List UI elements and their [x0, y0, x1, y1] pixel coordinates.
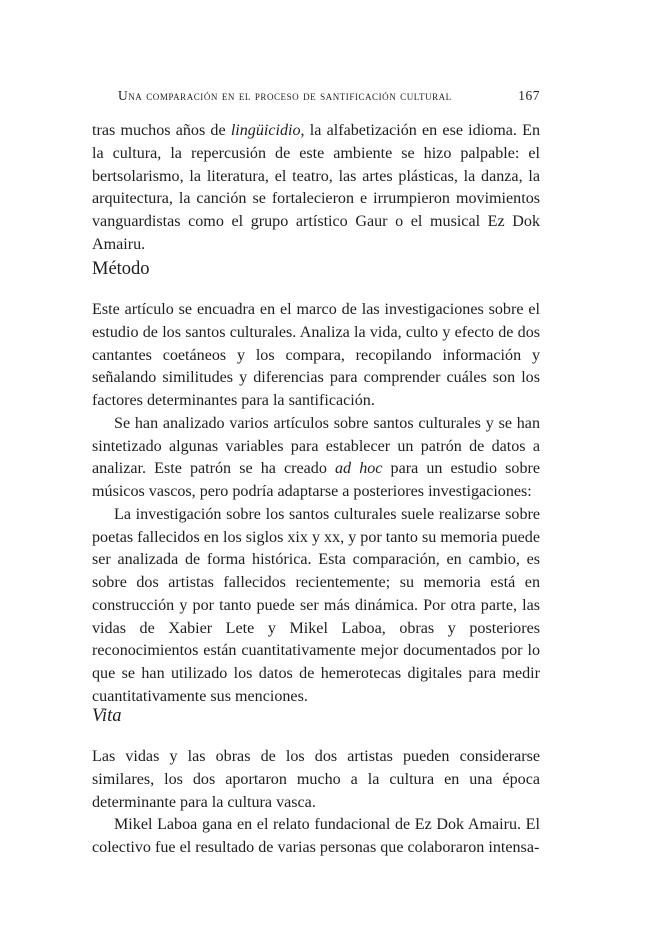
paragraph-text: tras muchos años de — [92, 122, 231, 139]
paragraph: Mikel Laboa gana en el relato fundacional de Ez Dok Amairu. El colectivo fue el resultado de varias personas que colaboraron intensa- — [92, 816, 540, 856]
intro-section — [92, 120, 540, 257]
vita-section — [92, 746, 540, 860]
section-heading-metodo: Método — [92, 259, 150, 279]
italic-term: ad hoc — [335, 460, 383, 478]
metodo-section — [92, 299, 540, 709]
page-number: 167 — [518, 88, 540, 103]
paragraph: Este artículo se encuadra en el marco de las investigaciones sobre el estudio de los santos culturales. Analiza la vida, culto y efecto de dos cantantes coetáneos y los compara, recopilando información y señalando similitudes y diferencias para comprender cuáles son los factores determinantes para la santificación. — [92, 301, 540, 409]
paragraph-text: , la alfabetización en ese idioma. En la cultura, la repercusión de este ambiente se hizo palpable: el bertsolarismo, la literatura, el teatro, las artes plásticas, la danza, la arquitectura, la canción se fortalecieron e irrumpieron movimientos vanguardistas como el grupo artístico Gaur o el musical Ez Dok Amairu. — [92, 122, 540, 253]
paragraph: Las vidas y las obras de los dos artistas pueden considerarse similares, los dos aportaron mucho a la cultura en una época determinante para la cultura vasca. — [92, 748, 540, 811]
italic-term: lingüicidio — [230, 122, 301, 139]
paragraph-text: para un estudio sobre músicos vascos, pero podría adaptarse a posteriores investigaciones: — [92, 460, 540, 500]
running-header-title: Una comparación en el proceso de santificación cultural — [118, 88, 452, 103]
running-header — [118, 88, 540, 104]
paragraph-text: Se han analizado varios artículos sobre santos culturales y se han sintetizado algunas variables para establecer un patrón de datos a analizar. Este patrón se ha creado — [92, 414, 540, 478]
paragraph — [92, 413, 540, 504]
section-heading-vita: Vita — [92, 706, 122, 726]
paragraph: La investigación sobre los santos culturales suele realizarse sobre poetas fallecidos en los siglos xix y xx, y por tanto su memoria puede ser analizada de forma histórica. Esta comparación, en cambio, es sobre dos artistas fallecidos recientemente; su memoria está en construcción y por tanto puede ser más dinámica. Por otra parte, las vidas de Xabier Lete y Mikel Laboa, obras y posteriores reconocimientos están cuantitativamente mejor documentados por lo que se han utilizado los datos de hemerotecas digitales para medir cuantitativamente sus menciones. — [92, 505, 540, 705]
paragraph — [92, 120, 540, 257]
